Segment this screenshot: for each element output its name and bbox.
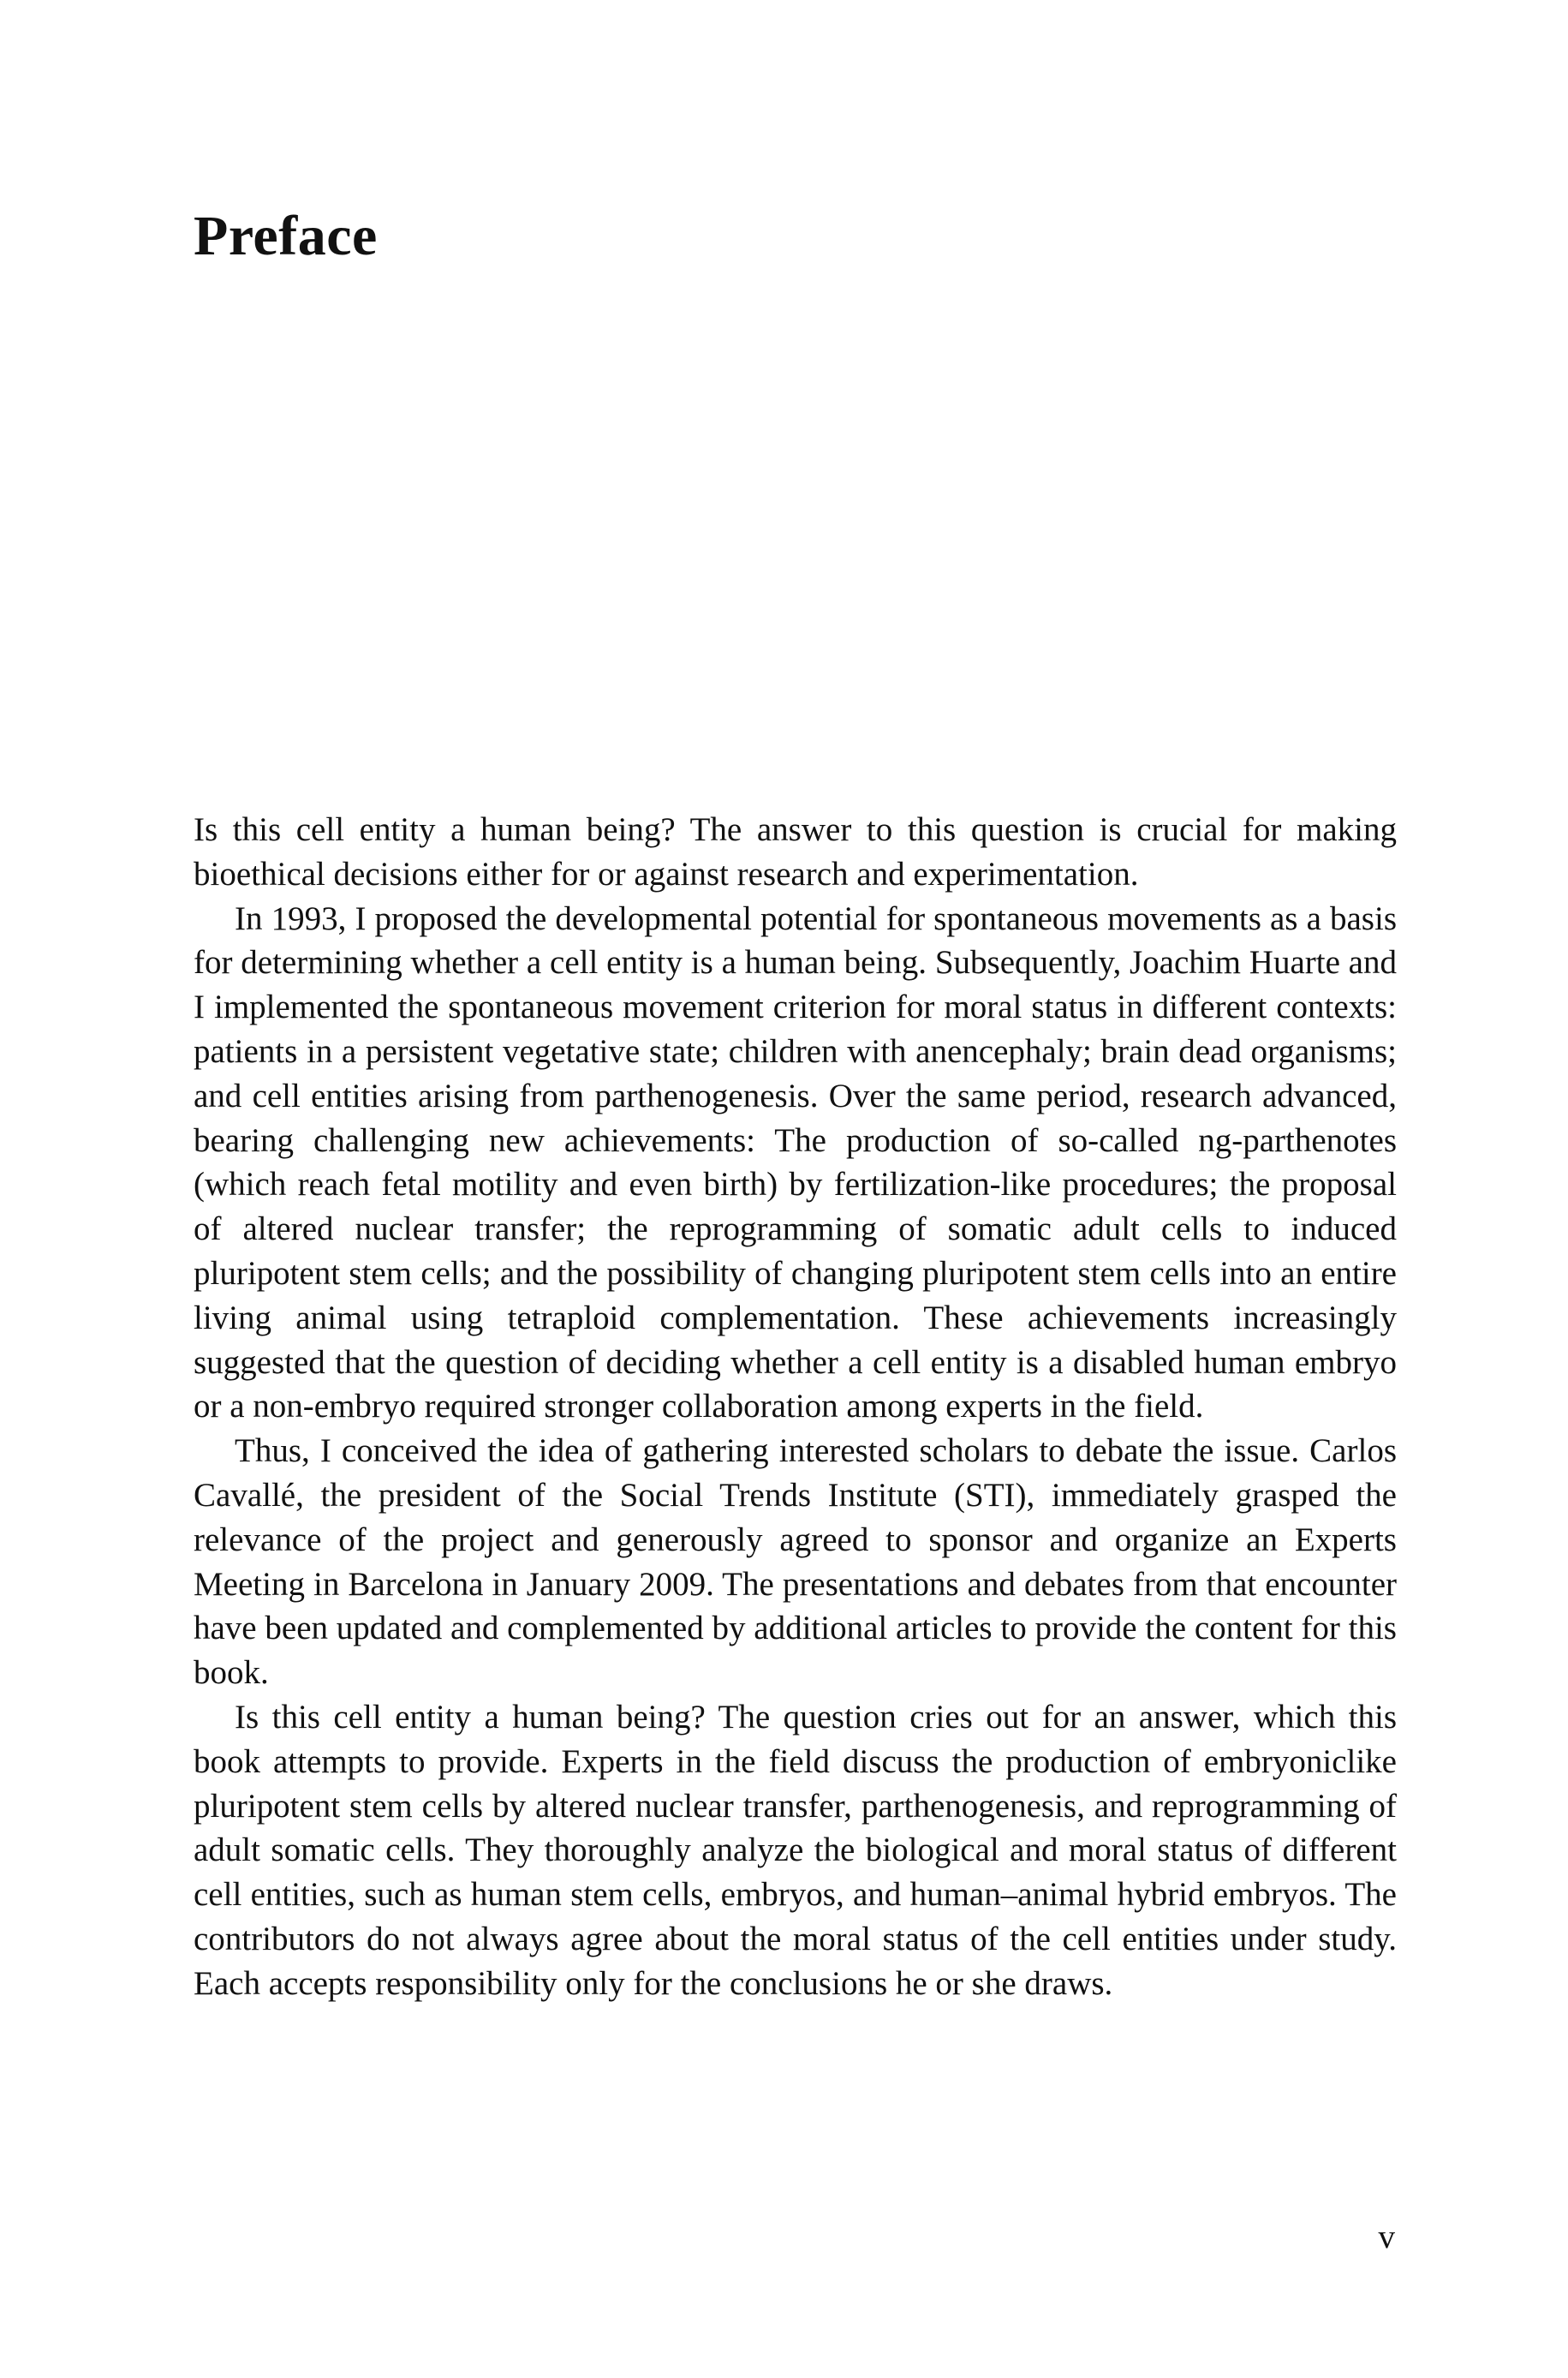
page-title: Preface xyxy=(194,205,378,267)
paragraph-3: Thus, I conceived the idea of gathering interested scholars to debate the issue. Carlos Cavallé, the president of the Social Trends Institute (STI), immediately grasped the relevance of the project and generously agreed to sponsor and organize an Experts Meeting in Barcelona in January 2009. The presentations and debates from that encounter have been updated and complemented by additional articles to provide the content for this book. xyxy=(194,1432,1397,1692)
preface-body xyxy=(194,808,1397,2006)
paragraph-1: Is this cell entity a human being? The answer to this question is crucial for making bioethical decisions either for or against research and experimentation. xyxy=(194,811,1397,893)
paragraph-4: Is this cell entity a human being? The question cries out for an answer, which this book attempts to provide. Experts in the field discuss the production of embryoniclike pluripotent stem cells by altered nuclear transfer, parthenogenesis, and reprogramming of adult somatic cells. They thoroughly analyze the biological and moral status of different cell entities, such as human stem cells, embryos, and human–animal hybrid embryos. The contributors do not always agree about the moral status of the cell entities under study. Each accepts responsibility only for the conclusions he or she draws. xyxy=(194,1698,1397,2002)
paragraph-2: In 1993, I proposed the developmental potential for spontaneous movements as a basis for determining whether a cell entity is a human being. Subsequently, Joachim Huarte and I implemented the spontaneous movement criterion for moral status in different contexts: patients in a persistent vegetative state; children with anencephaly; brain dead organisms; and cell entities arising from parthenogenesis. Over the same period, research advanced, bearing challenging new achievements: The production of so-called ng-parthenotes (which reach fetal motility and even birth) by fertilization-like procedures; the proposal of altered nuclear transfer; the reprogramming of somatic adult cells to induced pluripotent stem cells; and the possibility of changing pluripotent stem cells into an entire living animal using tetraploid complementation. These achievements increasingly suggested that the question of deciding whether a cell entity is a disabled human embryo or a non-embryo required stronger collaboration among experts in the field. xyxy=(194,899,1397,1425)
page-number: v xyxy=(1378,2219,1395,2256)
